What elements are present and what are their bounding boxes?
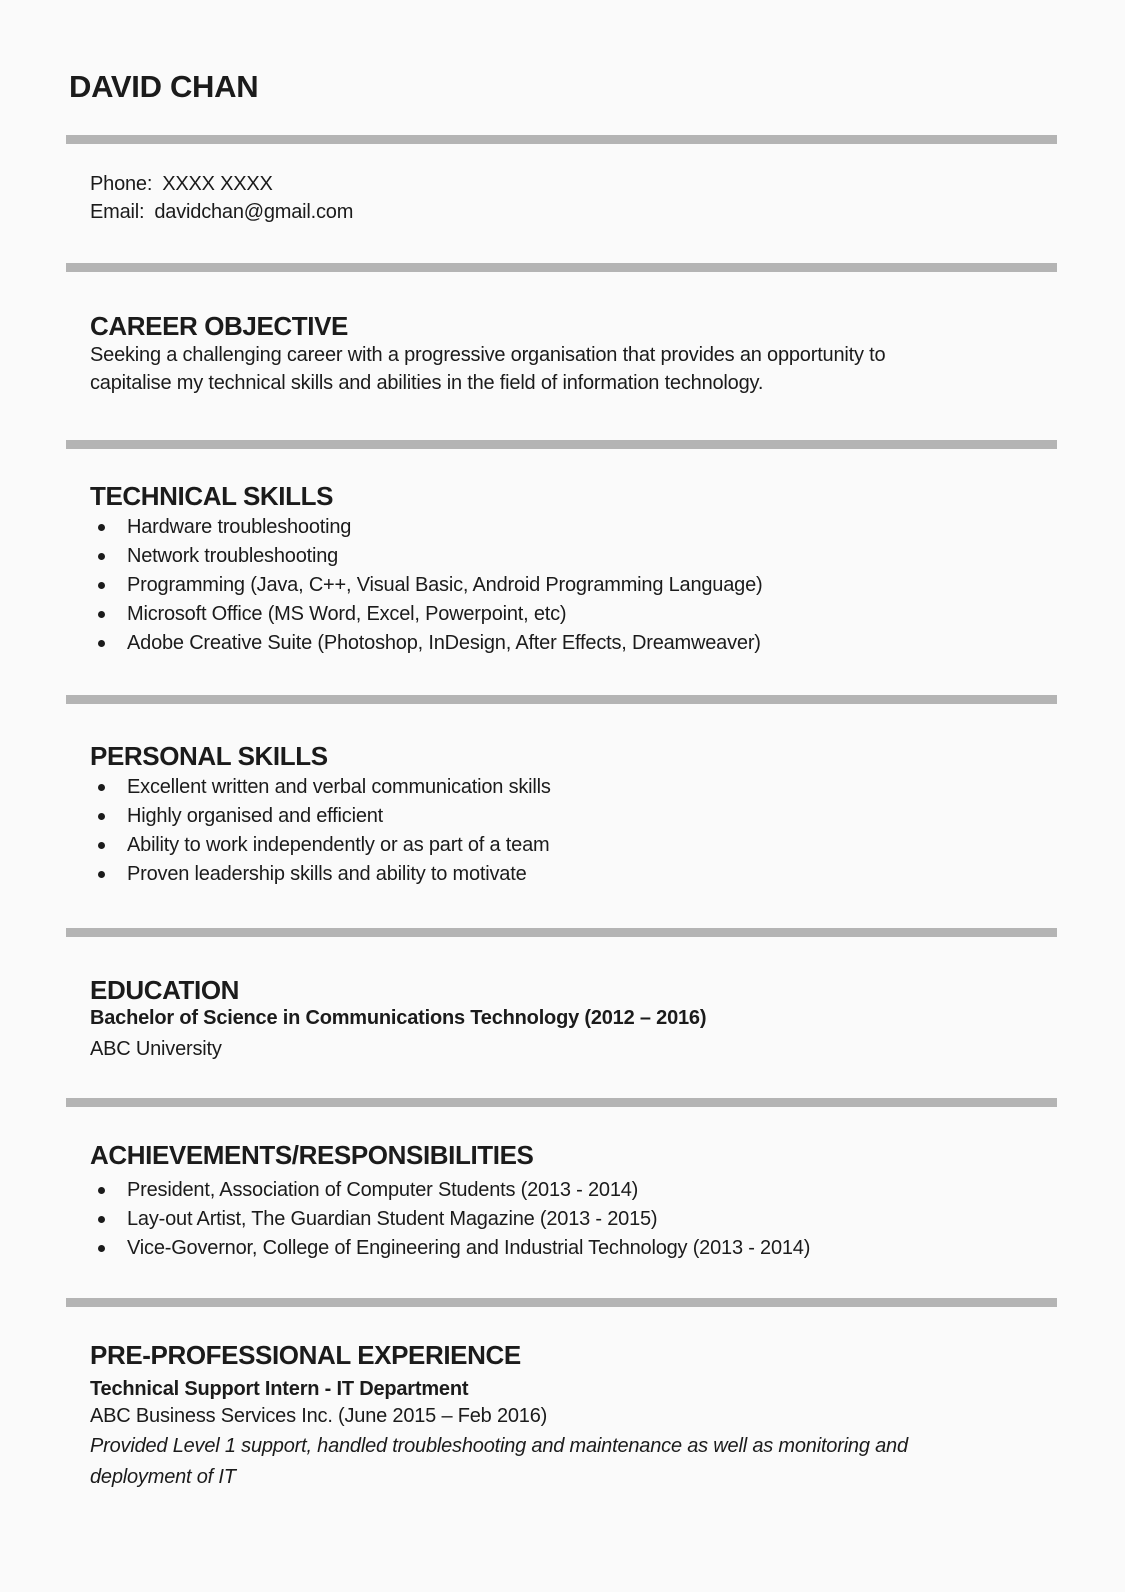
technical-skills-list — [90, 513, 762, 658]
list-item-label: Hardware troubleshooting — [127, 516, 352, 538]
list-item — [90, 1234, 810, 1263]
career-objective-text — [90, 341, 885, 397]
list-item-label: Proven leadership skills and ability to motivate — [127, 863, 527, 885]
section-divider — [66, 263, 1057, 272]
list-item — [90, 1176, 810, 1205]
personal-skills-title: PERSONAL SKILLS — [90, 741, 328, 771]
career-objective-line: capitalise my technical skills and abilities in the field of information technology. — [90, 372, 764, 394]
list-item-label: Highly organised and efficient — [127, 805, 384, 827]
list-item-label: Vice-Governor, College of Engineering and Industrial Technology (2013 - 2014) — [127, 1237, 811, 1259]
list-item — [90, 860, 551, 889]
section-divider — [66, 440, 1057, 449]
personal-skills-list — [90, 773, 551, 889]
bullet-icon — [98, 553, 105, 560]
career-objective-line: Seeking a challenging career with a progressive organisation that provides an opportunity to — [90, 344, 886, 366]
section-divider — [66, 695, 1057, 704]
experience-description — [90, 1431, 908, 1493]
list-item-label: Lay-out Artist, The Guardian Student Magazine (2013 - 2015) — [127, 1208, 658, 1230]
education-degree: Bachelor of Science in Communications Technology (2012 – 2016) — [90, 1007, 707, 1029]
phone-value: XXXX XXXX — [162, 173, 273, 195]
bullet-icon — [98, 1187, 105, 1194]
phone-label: Phone: — [90, 173, 153, 195]
list-item — [90, 571, 762, 600]
achievements-list — [90, 1176, 810, 1263]
contact-block — [90, 170, 353, 226]
resume-name: DAVID CHAN — [69, 69, 259, 104]
experience-company: ABC Business Services Inc. (June 2015 – Feb 2016) — [90, 1405, 548, 1427]
bullet-icon — [98, 1216, 105, 1223]
experience-description-line: deployment of IT — [90, 1466, 236, 1488]
list-item-label: Adobe Creative Suite (Photoshop, InDesign, After Effects, Dreamweaver) — [127, 632, 761, 654]
experience-description-line: Provided Level 1 support, handled troubleshooting and maintenance as well as monitoring and — [90, 1435, 908, 1457]
bullet-icon — [98, 871, 105, 878]
career-objective-title: CAREER OBJECTIVE — [90, 311, 348, 341]
list-item-label: Network troubleshooting — [127, 545, 339, 567]
bullet-icon — [98, 582, 105, 589]
education-title: EDUCATION — [90, 975, 240, 1005]
section-divider — [66, 1298, 1057, 1307]
bullet-icon — [98, 784, 105, 791]
education-school: ABC University — [90, 1038, 222, 1060]
experience-role: Technical Support Intern - IT Department — [90, 1378, 469, 1400]
contact-phone — [90, 170, 353, 198]
list-item — [90, 629, 762, 658]
technical-skills-title: TECHNICAL SKILLS — [90, 481, 334, 511]
email-label: Email: — [90, 201, 145, 223]
list-item — [90, 513, 762, 542]
bullet-icon — [98, 1245, 105, 1252]
contact-email — [90, 198, 353, 226]
list-item — [90, 802, 551, 831]
list-item-label: President, Association of Computer Students (2013 - 2014) — [127, 1179, 639, 1201]
section-divider — [66, 928, 1057, 937]
email-value: davidchan@gmail.com — [154, 201, 354, 223]
list-item — [90, 831, 551, 860]
list-item — [90, 600, 762, 629]
bullet-icon — [98, 640, 105, 647]
list-item-label: Microsoft Office (MS Word, Excel, Powerpoint, etc) — [127, 603, 567, 625]
bullet-icon — [98, 524, 105, 531]
achievements-title: ACHIEVEMENTS/RESPONSIBILITIES — [90, 1140, 534, 1170]
bullet-icon — [98, 842, 105, 849]
list-item — [90, 542, 762, 571]
list-item-label: Excellent written and verbal communication skills — [127, 776, 551, 798]
list-item-label: Programming (Java, C++, Visual Basic, Android Programming Language) — [127, 574, 763, 596]
experience-title: PRE-PROFESSIONAL EXPERIENCE — [90, 1340, 521, 1370]
section-divider — [66, 1098, 1057, 1107]
list-item — [90, 773, 551, 802]
bullet-icon — [98, 813, 105, 820]
section-divider — [66, 135, 1057, 144]
bullet-icon — [98, 611, 105, 618]
list-item-label: Ability to work independently or as part of a team — [127, 834, 550, 856]
list-item — [90, 1205, 810, 1234]
